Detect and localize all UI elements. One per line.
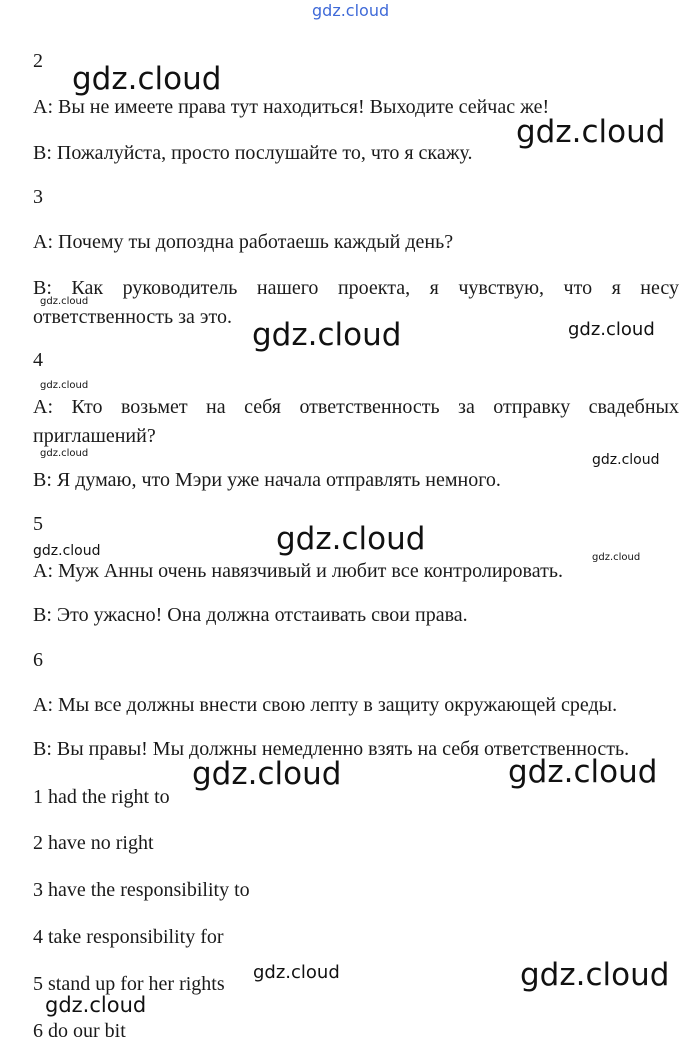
answer-4: 4 take responsibility for bbox=[33, 926, 224, 948]
item-number-5: 5 bbox=[33, 513, 43, 535]
answer-5: 5 stand up for her rights bbox=[33, 973, 225, 995]
watermark: gdz.cloud bbox=[192, 756, 342, 792]
dialogue-b-5: В: Это ужасно! Она должна отстаивать свои права. bbox=[33, 604, 468, 626]
watermark: gdz.cloud bbox=[592, 452, 660, 468]
watermark: gdz.cloud bbox=[72, 61, 222, 97]
watermark: gdz.cloud bbox=[45, 993, 147, 1017]
watermark: gdz.cloud bbox=[568, 319, 655, 340]
answer-3: 3 have the responsibility to bbox=[33, 879, 250, 901]
item-number-4: 4 bbox=[33, 349, 43, 371]
dialogue-a-5: А: Муж Анны очень навязчивый и любит все контролировать. bbox=[33, 560, 563, 582]
item-number-3: 3 bbox=[33, 186, 43, 208]
answer-1: 1 had the right to bbox=[33, 786, 170, 808]
watermark: gdz.cloud bbox=[520, 957, 670, 993]
watermark: gdz.cloud bbox=[252, 317, 402, 353]
watermark: gdz.cloud bbox=[276, 521, 426, 557]
dialogue-b-4: В: Я думаю, что Мэри уже начала отправлять немного. bbox=[33, 469, 501, 491]
dialogue-a-4-line-2: приглашений? bbox=[33, 425, 156, 447]
item-number-6: 6 bbox=[33, 649, 43, 671]
watermark: gdz.cloud bbox=[33, 543, 101, 559]
dialogue-a-3: А: Почему ты допоздна работаешь каждый день? bbox=[33, 231, 454, 253]
dialogue-b-3-line-2: ответственность за это. bbox=[33, 306, 232, 328]
answer-6: 6 do our bit bbox=[33, 1020, 126, 1042]
item-number-2: 2 bbox=[33, 50, 43, 72]
watermark-top: gdz.cloud bbox=[312, 1, 390, 20]
answer-2: 2 have no right bbox=[33, 832, 154, 854]
watermark: gdz.cloud bbox=[40, 448, 89, 459]
dialogue-b-2: В: Пожалуйста, просто послушайте то, что я скажу. bbox=[33, 142, 473, 164]
watermark: gdz.cloud bbox=[40, 296, 89, 307]
watermark: gdz.cloud bbox=[592, 552, 641, 563]
dialogue-a-2: А: Вы не имеете права тут находиться! Выходите сейчас же! bbox=[33, 96, 550, 118]
watermark: gdz.cloud bbox=[253, 962, 340, 983]
watermark: gdz.cloud bbox=[40, 380, 89, 391]
watermark: gdz.cloud bbox=[516, 114, 666, 150]
dialogue-b-3-line-1: В: Как руководитель нашего проекта, я чувствую, что я несу bbox=[33, 277, 679, 299]
watermark: gdz.cloud bbox=[508, 754, 658, 790]
dialogue-a-4-line-1: А: Кто возьмет на себя ответственность за отправку свадебных bbox=[33, 396, 679, 418]
dialogue-b-6: В: Вы правы! Мы должны немедленно взять на себя ответственность. bbox=[33, 738, 630, 760]
dialogue-a-6: А: Мы все должны внести свою лепту в защиту окружающей среды. bbox=[33, 694, 618, 716]
